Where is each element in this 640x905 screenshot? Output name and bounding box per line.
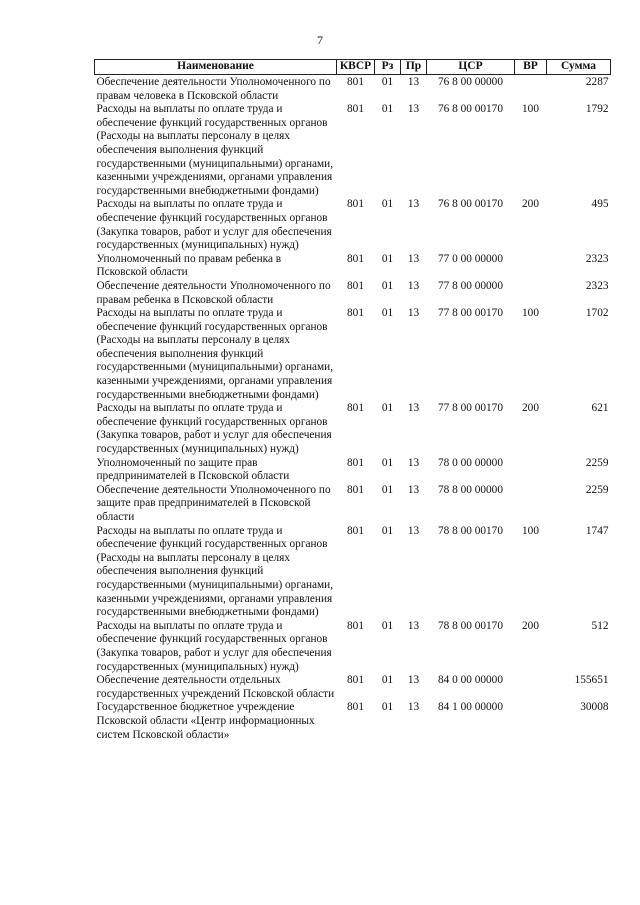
row-kvsr: 801 [347,76,364,88]
table-row [95,674,611,701]
row-vr [515,674,547,701]
row-csr: 78 0 00 00000 [438,456,503,469]
row-name: Расходы на выплаты по оплате труда и обеспечение функций государственных органов (Расходы на выплаты персоналу в целях обеспечения выполнения функций государственными (муниципальными) органами, казенными учреждениями, органами управления государственными внебюджетными фондами) [96,103,334,197]
row-csr: 77 8 00 00170 [438,402,503,415]
row-rz: 01 [381,402,394,415]
row-rz: 01 [381,524,394,537]
header-name: Наименование [95,60,337,75]
table-row [95,620,611,674]
row-kvsr: 801 [347,307,364,320]
row-kvsr: 801 [347,279,364,292]
row-rz: 01 [381,252,394,265]
row-pr: 13 [407,279,420,292]
row-vr: 200 [522,619,539,632]
row-kvsr: 801 [347,524,364,537]
row-name: Уполномоченный по защите прав предпринимателей в Псковской области [96,456,290,483]
row-kvsr: 801 [347,674,364,687]
row-name: Государственное бюджетное учреждение Псковской области «Центр информационных систем Псковской области» [96,701,315,741]
table-row [95,103,611,198]
row-sum: 30008 [580,701,609,714]
row-rz: 01 [381,103,394,116]
row-csr: 77 8 00 00170 [438,307,503,320]
table-header-row [95,60,611,75]
row-kvsr: 801 [347,198,364,211]
row-sum: 1792 [585,103,609,116]
row-rz: 01 [381,674,394,687]
row-vr: 200 [522,198,539,211]
row-pr: 13 [407,701,420,714]
row-pr: 13 [407,76,420,88]
row-rz: 01 [381,198,394,211]
table-row [95,198,611,252]
row-pr: 13 [407,103,420,116]
table-row [95,75,611,104]
row-vr: 100 [522,307,539,320]
table-row [95,701,611,742]
table-row [95,484,611,525]
row-sum: 512 [591,619,609,632]
table-row [95,253,611,280]
header-sum: Сумма [547,60,611,75]
row-pr: 13 [407,456,420,469]
row-pr: 13 [407,524,420,537]
row-csr: 84 1 00 00000 [438,701,503,714]
row-vr [515,253,547,280]
row-sum: 2259 [585,483,609,496]
row-name: Обеспечение деятельности Уполномоченного по правам человека в Псковской области [96,76,331,102]
row-csr: 76 8 00 00170 [438,198,503,211]
row-sum: 621 [591,402,609,415]
table-row [95,402,611,456]
row-kvsr: 801 [347,456,364,469]
row-csr: 76 8 00 00170 [438,103,503,116]
row-pr: 13 [407,307,420,320]
row-csr: 77 0 00 00000 [438,252,503,265]
row-name: Расходы на выплаты по оплате труда и обеспечение функций государственных органов (Расходы на выплаты персоналу в целях обеспечения выполнения функций государственными (муниципальными) органами, казенными учреждениями, органами управления государственными внебюджетными фондами) [96,524,334,619]
row-rz: 01 [381,619,394,632]
row-vr [515,457,547,484]
row-name: Расходы на выплаты по оплате труда и обеспечение функций государственных органов (Закупка товаров, работ и услуг для обеспечения государственных (муниципальных) нужд) [96,402,332,456]
row-sum: 495 [591,198,609,211]
row-kvsr: 801 [347,402,364,415]
row-vr [515,280,547,307]
page-number: 7 [317,33,323,47]
table-row [95,457,611,484]
row-vr [515,701,547,742]
row-pr: 13 [407,198,420,211]
row-pr: 13 [407,402,420,415]
table-row [95,280,611,307]
row-csr: 84 0 00 00000 [438,674,503,687]
row-name: Обеспечение деятельности Уполномоченного по защите прав предпринимателей в Псковской области [96,483,331,523]
row-pr: 13 [407,483,420,496]
header-pr: Пр [401,60,427,75]
row-csr: 78 8 00 00000 [438,483,503,496]
row-kvsr: 801 [347,483,364,496]
row-pr: 13 [407,619,420,632]
header-vr: ВР [515,60,547,75]
row-pr: 13 [407,252,420,265]
row-vr: 100 [522,524,539,537]
row-name: Обеспечение деятельности Уполномоченного по правам ребенка в Псковской области [96,279,331,306]
row-rz: 01 [381,701,394,714]
table-row [95,525,611,620]
table-row [95,307,611,402]
row-sum: 2259 [585,456,609,469]
row-rz: 01 [381,456,394,469]
header-rz: Рз [375,60,401,75]
row-vr: 200 [522,402,539,415]
row-csr: 76 8 00 00000 [438,76,503,88]
row-sum: 2323 [585,279,609,292]
row-csr: 77 8 00 00000 [438,279,503,292]
row-vr: 100 [522,103,539,116]
row-name: Расходы на выплаты по оплате труда и обеспечение функций государственных органов (Закупка товаров, работ и услуг для обеспечения государственных (муниципальных) нужд) [96,198,332,252]
row-name: Расходы на выплаты по оплате труда и обеспечение функций государственных органов (Расходы на выплаты персоналу в целях обеспечения выполнения функций государственными (муниципальными) органами, казенными учреждениями, органами управления государственными внебюджетными фондами) [96,307,334,401]
row-kvsr: 801 [347,252,364,265]
row-sum: 155651 [574,674,609,687]
row-kvsr: 801 [347,619,364,632]
budget-table [94,59,611,742]
row-csr: 78 8 00 00170 [438,524,503,537]
row-sum: 1702 [585,307,609,320]
row-csr: 78 8 00 00170 [438,619,503,632]
row-rz: 01 [381,483,394,496]
row-vr [515,75,547,104]
row-sum: 2287 [585,76,609,88]
row-pr: 13 [407,674,420,687]
row-kvsr: 801 [347,701,364,714]
row-rz: 01 [381,76,394,88]
row-vr [515,484,547,525]
row-sum: 2323 [585,252,609,265]
row-kvsr: 801 [347,103,364,116]
row-rz: 01 [381,279,394,292]
row-name: Уполномоченный по правам ребенка в Псковской области [96,252,282,279]
row-name: Расходы на выплаты по оплате труда и обеспечение функций государственных органов (Закупка товаров, работ и услуг для обеспечения государственных (муниципальных) нужд) [96,619,332,673]
row-name: Обеспечение деятельности отдельных государственных учреждений Псковской области [96,674,335,700]
row-rz: 01 [381,307,394,320]
row-sum: 1747 [585,524,609,537]
header-kvsr: КВСР [337,60,375,75]
header-csr: ЦСР [427,60,515,75]
